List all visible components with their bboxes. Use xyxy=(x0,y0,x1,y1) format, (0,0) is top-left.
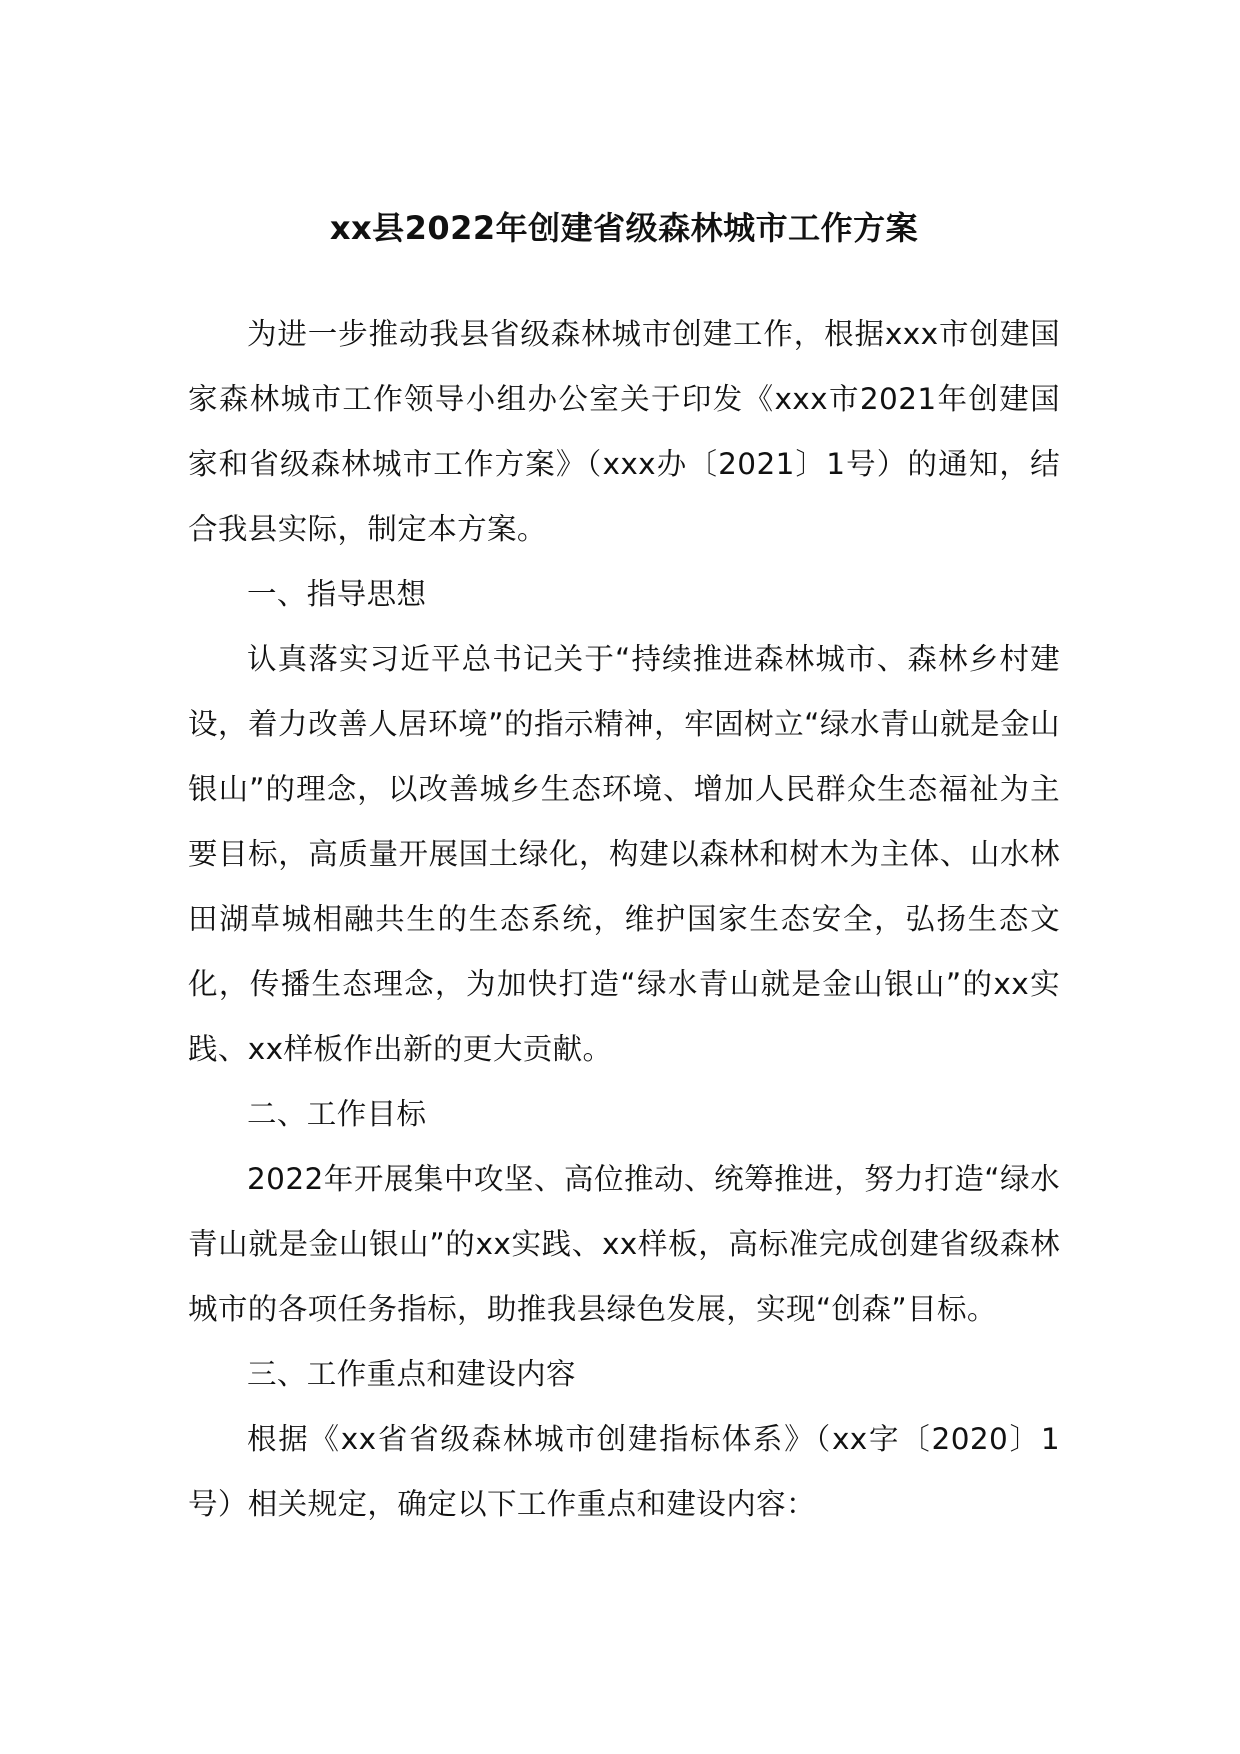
section-heading-work-goals: 二、工作目标 xyxy=(247,1097,427,1131)
paragraph-key-work: 根据《xx省省级森林城市创建指标体系》（xx字〔2020〕1号）相关规定，确定以下工作重点和建设内容： xyxy=(188,1422,1060,1521)
section-heading-guiding-ideology: 一、指导思想 xyxy=(247,577,427,611)
paragraph-intro: 为进一步推动我县省级森林城市创建工作，根据xxx市创建国家森林城市工作领导小组办公室关于印发《xxx市2021年创建国家和省级森林城市工作方案》（xxx办〔2021〕1号）的通知，结合我县实际，制定本方案。 xyxy=(188,317,1060,546)
document-body xyxy=(188,302,1060,1537)
paragraph-work-goals: 2022年开展集中攻坚、高位推动、统筹推进，努力打造“绿水青山就是金山银山”的xx实践、xx样板，高标准完成创建省级森林城市的各项任务指标，助推我县绿色发展，实现“创森”目标。 xyxy=(188,1162,1060,1326)
section-heading-key-work: 三、工作重点和建设内容 xyxy=(247,1357,576,1391)
paragraph-guiding-ideology: 认真落实习近平总书记关于“持续推进森林城市、森林乡村建设，着力改善人居环境”的指示精神，牢固树立“绿水青山就是金山银山”的理念，以改善城乡生态环境、增加人民群众生态福祉为主要目标，高质量开展国土绿化，构建以森林和树木为主体、山水林田湖草城相融共生的生态系统，维护国家生态安全，弘扬生态文化，传播生态理念，为加快打造“绿水青山就是金山银山”的xx实践、xx样板作出新的更大贡献。 xyxy=(188,642,1060,1066)
document-title: xx县2022年创建省级森林城市工作方案 xyxy=(329,209,919,247)
